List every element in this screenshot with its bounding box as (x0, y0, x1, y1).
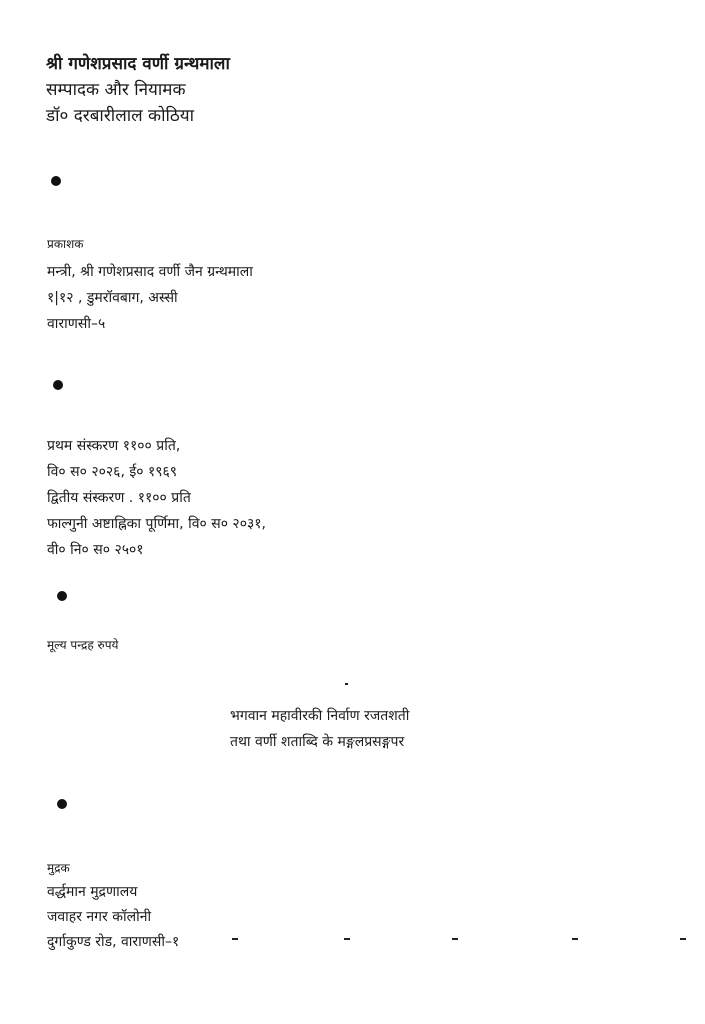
second-edition: द्वितीय संस्करण . ११०० प्रति (47, 490, 191, 506)
stray-mark (452, 938, 458, 940)
publisher-line-2: १|१२ , डुमरॉवबाग, अस्सी (47, 290, 178, 306)
stray-mark (232, 938, 238, 940)
editor-name: डॉ० दरबारीलाल कोठिया (46, 106, 195, 126)
stray-mark (680, 938, 686, 940)
printer-heading: मुद्रक (47, 861, 70, 875)
printer-line-2: दुर्गाकुण्ड रोड, वाराणसी–१ (47, 934, 180, 950)
stray-mark (345, 683, 348, 685)
publisher-line-3: वाराणसी–५ (47, 316, 106, 332)
first-edition: प्रथम संस्करण ११०० प्रति, (47, 438, 181, 454)
publisher-heading: प्रकाशक (47, 237, 84, 251)
vira-nirvana-date: वी० नि० स० २५०१ (47, 542, 144, 558)
separator-bullet (54, 381, 62, 389)
printer-line-1: जवाहर नगर कॉलोनी (47, 909, 152, 925)
editor-role: सम्पादक और नियामक (46, 80, 186, 100)
stray-mark (344, 938, 350, 940)
second-edition-date: फाल्गुनी अष्टाह्निका पूर्णिमा, वि० स० २०३१, (47, 516, 266, 532)
series-title: श्री गणेशप्रसाद वर्णी ग्रन्थमाला (46, 54, 230, 74)
price: मूल्य पन्द्रह रुपये (47, 638, 119, 652)
first-edition-date: वि० स० २०२६, ई० १९६९ (47, 464, 178, 480)
publisher-line-1: मन्त्री, श्री गणेशप्रसाद वर्णी जैन ग्रन्थमाला (47, 264, 253, 280)
separator-bullet (58, 592, 66, 600)
occasion-line-2: तथा वर्णी शताब्दि के मङ्गलप्रसङ्गपर (230, 734, 405, 750)
separator-bullet (58, 800, 66, 808)
separator-bullet (52, 177, 60, 185)
occasion-line-1: भगवान महावीरकी निर्वाण रजतशती (230, 708, 410, 724)
stray-mark (572, 938, 578, 940)
printer-name: वर्द्धमान मुद्रणालय (47, 884, 138, 900)
